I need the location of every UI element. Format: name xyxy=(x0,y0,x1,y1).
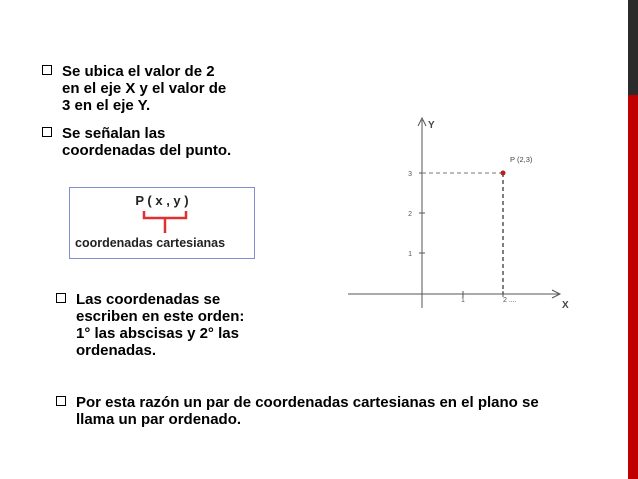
x-axis-label: X xyxy=(562,300,569,311)
y-tick-label-2: 2 xyxy=(408,211,412,218)
bullet-ubica-valor xyxy=(42,63,262,115)
y-axis-label: Y xyxy=(428,120,435,131)
cartesian-plot xyxy=(340,110,580,320)
x-tick-label-2: 2 .... xyxy=(503,297,517,304)
y-tick-label-3: 3 xyxy=(408,171,412,178)
checkbox-bullet-icon xyxy=(56,396,66,406)
x-tick-label-1: 1 xyxy=(461,297,465,304)
bullet-par-ordenado xyxy=(56,394,596,430)
formula-label: coordenadas cartesianas xyxy=(75,236,226,250)
bullet-text: Se ubica el valor de 2 en el eje X y el valor de 3 en el eje Y. xyxy=(62,63,227,114)
bullet-text: Las coordenadas se escriben en este orden: 1° las abscisas y 2° las ordenadas. xyxy=(76,291,245,359)
bullet-orden-coordenadas xyxy=(56,291,286,375)
bullet-text: Por esta razón un par de coordenadas cartesianas en el plano se llama un par ordenado. xyxy=(76,394,539,428)
point-p xyxy=(501,171,506,176)
checkbox-bullet-icon xyxy=(42,127,52,137)
checkbox-bullet-icon xyxy=(42,65,52,75)
bullet-senalan-coordenadas xyxy=(42,125,272,161)
y-tick-label-1: 1 xyxy=(408,251,412,258)
point-p-label: P (2,3) xyxy=(510,155,533,164)
edge-bar-dark xyxy=(628,0,638,95)
bullet-text: Se señalan las coordenadas del punto. xyxy=(62,125,232,159)
formula-expression: P ( x , y ) xyxy=(135,193,189,208)
checkbox-bullet-icon xyxy=(56,293,66,303)
formula-brace xyxy=(69,187,255,259)
edge-bar-red xyxy=(628,95,638,479)
